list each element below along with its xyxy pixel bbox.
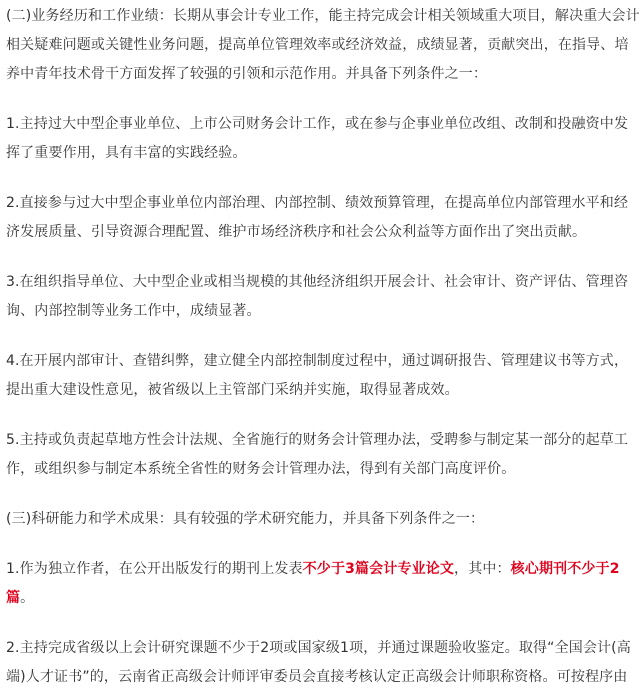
condition-item-3: 3.在组织指导单位、大中型企业或相当规模的其他经济组织开展会计、社会审计、资产评估、管理咨询、内部控制等业务工作中，成绩显著。: [6, 274, 629, 319]
research-item-1-text-b: ，其中：: [454, 561, 511, 577]
condition-item-5: 5.主持或负责起草地方性会计法规、全省施行的财务会计管理办法，受聘参与制定某一部分的起草工作，或组织参与制定本系统全省性的财务会计管理办法，得到有关部门高度评价。: [6, 432, 629, 477]
condition-item-1: 1.主持过大中型企事业单位、上市公司财务会计工作，或在参与企事业单位改组、改制和投融资中发挥了重要作用，具有丰富的实践经验。: [6, 116, 629, 161]
condition-item-2: 2.直接参与过大中型企事业单位内部治理、内部控制、绩效预算管理，在提高单位内部管理水平和经济发展质量、引导资源合理配置、维护市场经济秩序和社会公众利益等方面作出了突出贡献。: [6, 195, 629, 240]
research-item-1-text-c: 。: [20, 590, 35, 606]
section-2-intro: (二)业务经历和工作业绩：长期从事会计专业工作，能主持完成会计相关领域重大项目，解决重大会计相关疑难问题或关键性业务问题，提高单位管理效率或经济效益，成绩显著，贡献突出，在指导、培养中青年技术骨干方面发挥了较强的引领和示范作用。并具备下列条件之一：: [6, 8, 640, 82]
research-item-2: 2.主持完成省级以上会计研究课题不少于2项或国家级1项，并通过课题验收鉴定。取得“全国会计(高端)人才证书”的，云南省正高级会计师评审委员会直接考核认定正高级会计师职称资格。可按程序由: [6, 640, 631, 685]
research-item-1-text-a: 1.作为独立作者，在公开出版发行的期刊上发表: [6, 561, 303, 577]
paper-count-highlight: 不少于3篇会计专业论文: [302, 561, 455, 577]
core-journal-highlight: 核心期刊不少于2篇: [6, 561, 620, 606]
section-3-intro: (三)科研能力和学术成果：具有较强的学术研究能力，并具备下列条件之一：: [6, 511, 485, 527]
research-item-1: [6, 555, 640, 613]
condition-item-4: 4.在开展内部审计、查错纠弊，建立健全内部控制制度过程中，通过调研报告、管理建议书等方式，提出重大建设性意见，被省级以上主管部门采纳并实施，取得显著成效。: [6, 353, 629, 398]
